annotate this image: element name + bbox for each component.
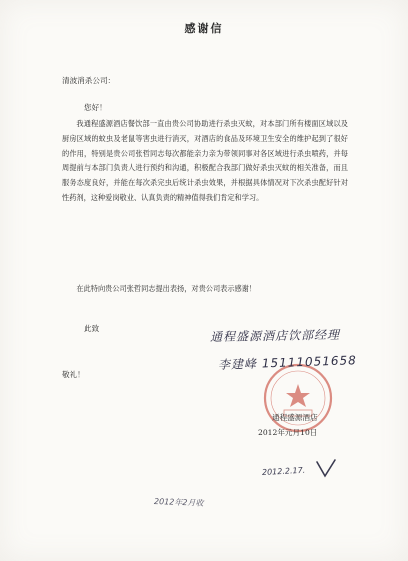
signature-date: 2012年元月10日 [258, 428, 318, 437]
body-paragraph-2-text: 在此特向贵公司张哲同志提出表扬，对贵公司表示感谢！ [76, 284, 257, 293]
letter-title: 感谢信 [184, 22, 224, 35]
handwritten-name-phone: 李建峰 15111051658 [217, 353, 357, 372]
closing-1: 此致 [84, 324, 100, 333]
salutation: 清波消杀公司： [62, 76, 116, 85]
handwritten-received-note: 2012年2月收 [153, 497, 204, 508]
greeting: 您好！ [84, 103, 107, 112]
handwritten-date: 2012.2.17. [261, 465, 306, 477]
hotel-seal-stamp [262, 362, 334, 434]
signature-organization: 通程盛源酒店 [272, 413, 318, 422]
checkmark-icon [314, 458, 338, 484]
body-paragraph-1-text: 我通程盛源酒店餐饮部一直由贵公司协助进行杀虫灭蚊，对本部门所有楼面区域以及厨房区域的蚊虫及老鼠等害虫进行消灭，对酒店的食品及环境卫生安全的维护起到了很好的作用，特别是贵公司张哲同志每次都能亲力亲为带领同事对各区域进行杀虫喷药，并每周提前与本部门负责人进行预约和沟通，积极配合我部门做好杀虫灭蚊的相关准备，而且服务态度良好，并能在每次杀完虫后统计杀虫效果，并根据具体情况对下次杀虫配好针对性药剂，这种爱岗敬业、认真负责的精神值得我们肯定和学习。 [62, 119, 348, 202]
handwritten-dept-manager: 通程盛源酒店饮部经理 [209, 327, 341, 344]
body-paragraph-2 [62, 282, 348, 297]
closing-2: 敬礼！ [62, 370, 85, 379]
body-paragraph-1 [62, 117, 348, 206]
